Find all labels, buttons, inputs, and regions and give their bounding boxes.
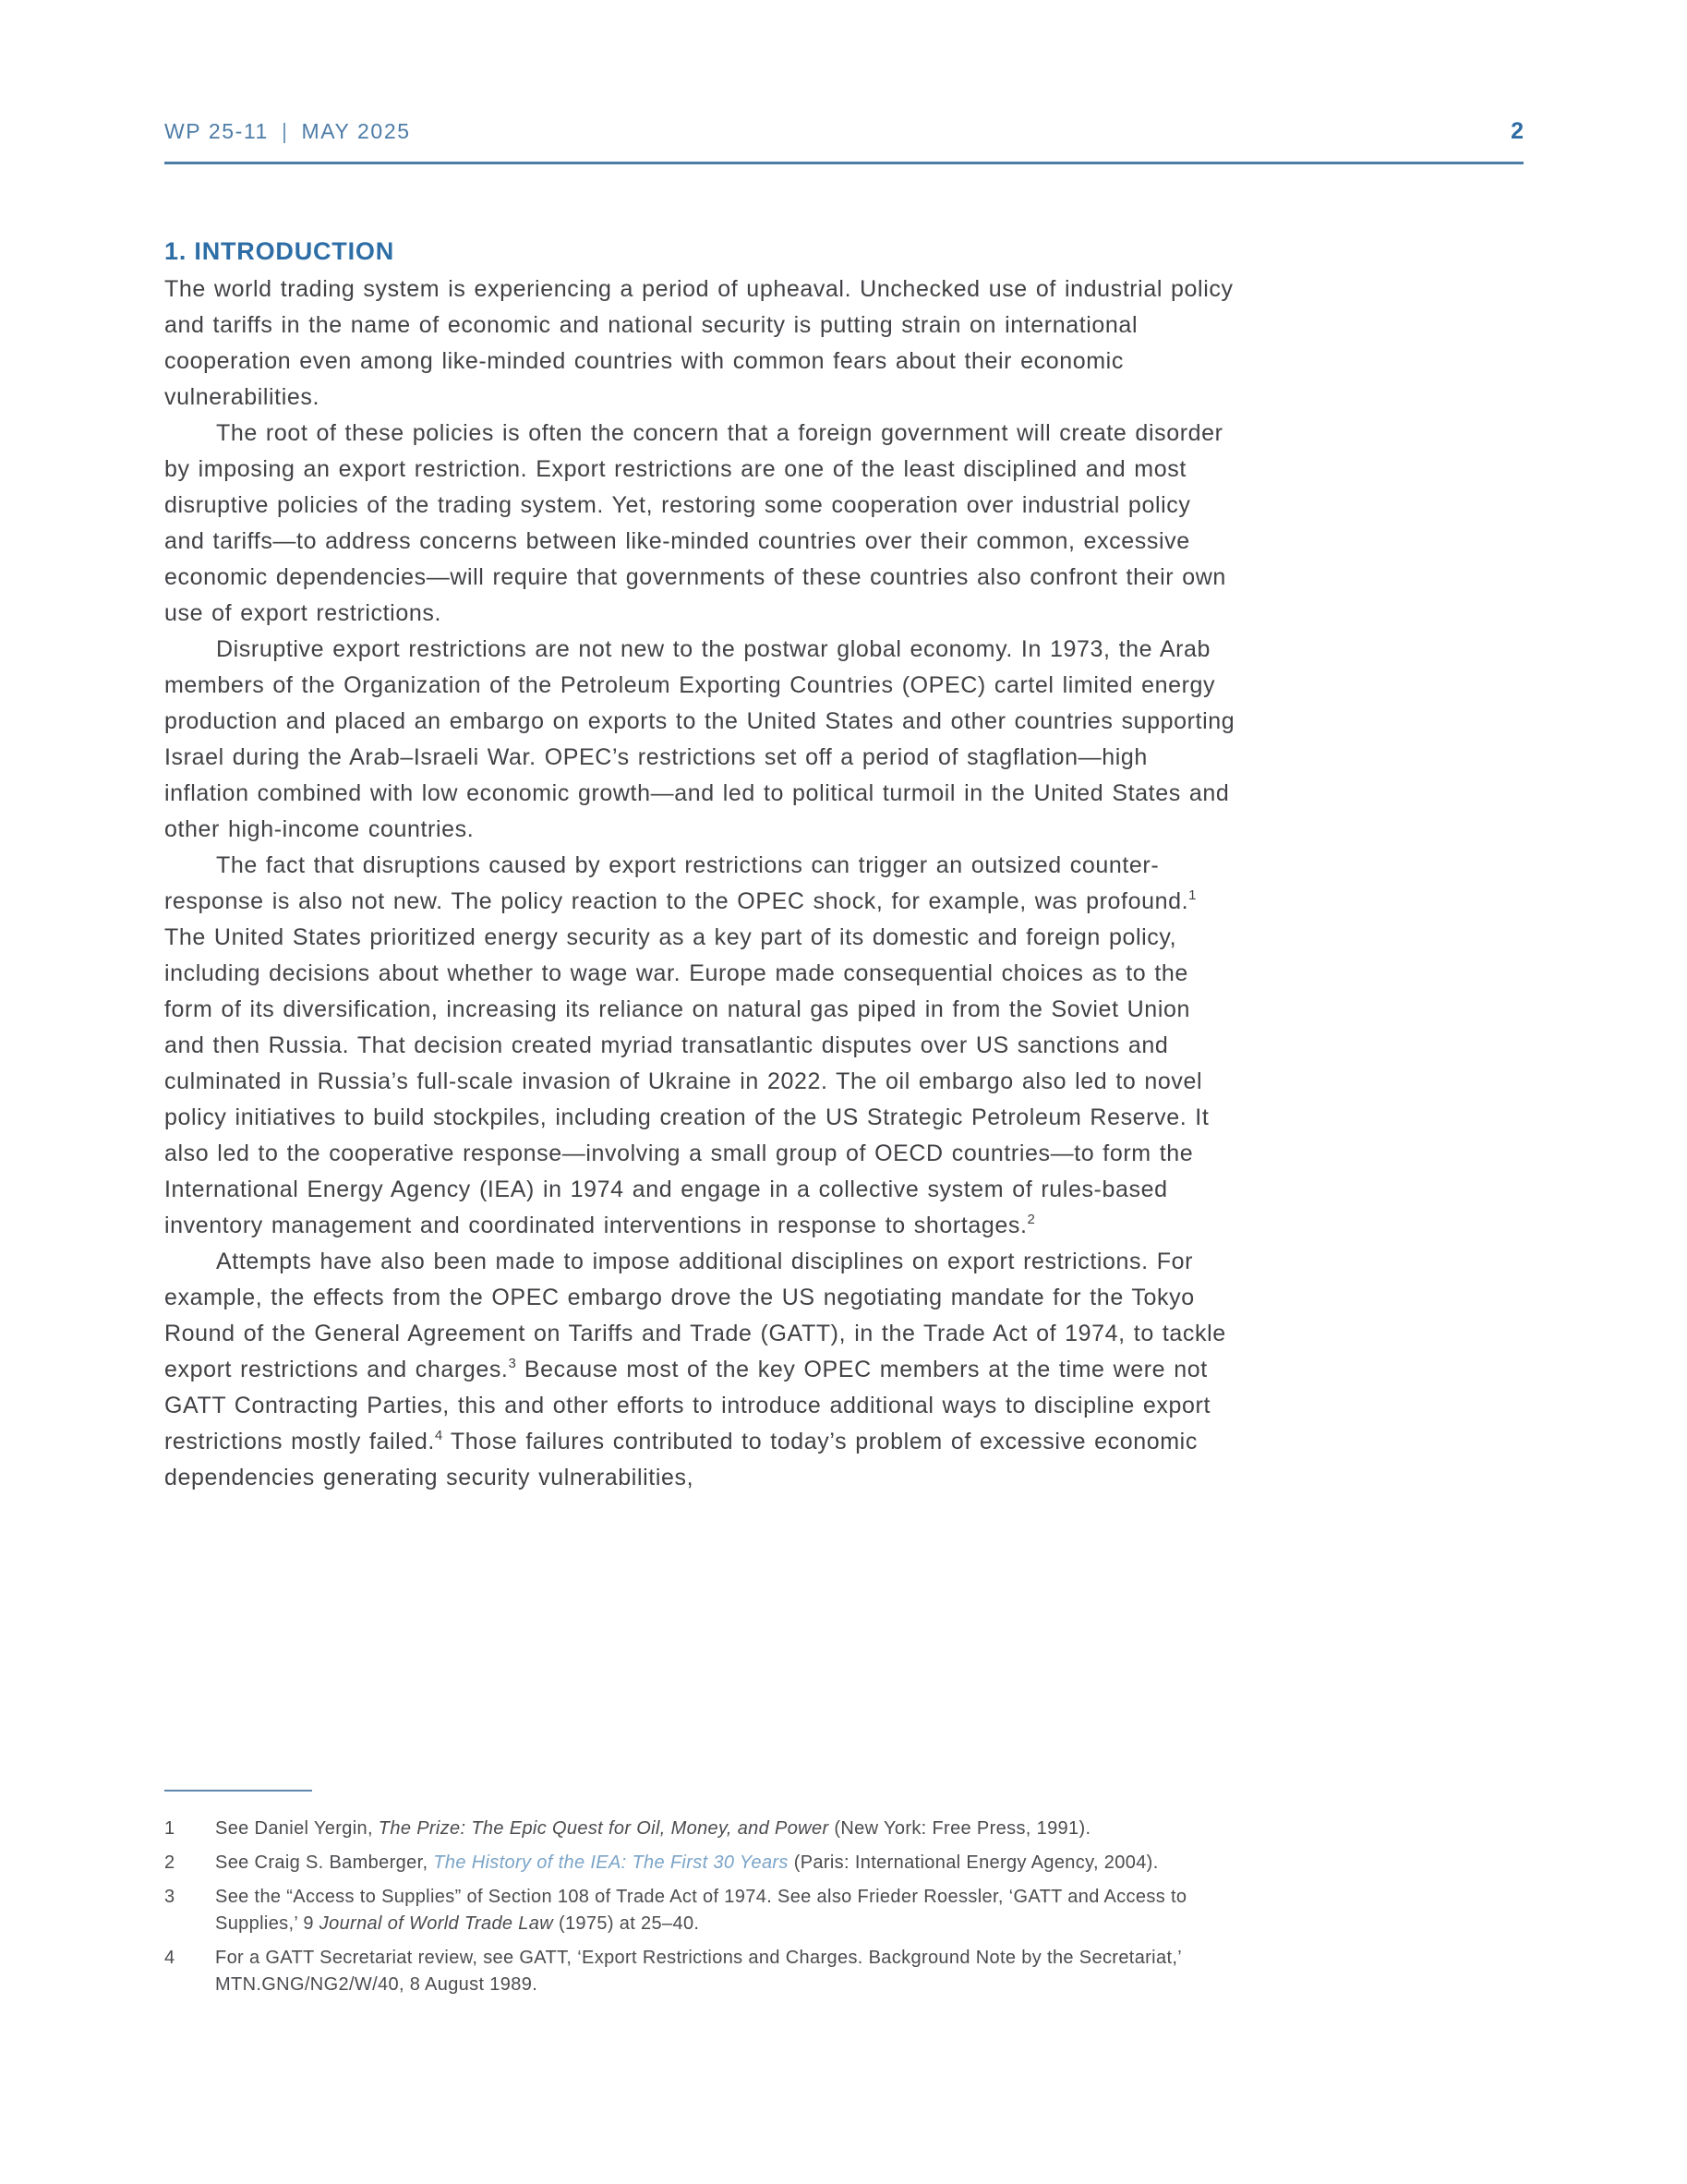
header-running-title — [164, 119, 411, 144]
paragraph-text: Disruptive export restrictions are not new to the postwar global economy. In 1973, the Arab members of the Organization of the Petroleum Exporting Countries (OPEC) cartel limited energy production and placed an embargo on exports to the United States and other countries supporting Israel during the Arab–Israeli War. OPEC’s restrictions set off a period of stagflation—high inflation combined with low economic growth—and led to political turmoil in the United States and other high-income countries. — [164, 636, 1235, 842]
footnote-run: See the “Access to Supplies” of Section 108 of Trade Act of 1974. See also Frieder Roessler, ‘GATT and Access to Supplies,’ 9 — [215, 1887, 1187, 1934]
footnote-text — [215, 1884, 1240, 1937]
paragraph-text: The United States prioritized energy security as a key part of its domestic and foreign policy, including decisions about whether to wage war. Europe made consequential choices as to the form of its diversification, increasing its reliance on natural gas piped in from the Soviet Union and then Russia. That decision created myriad transatlantic disputes over US sanctions and culminated in Russia’s full-scale invasion of Ukraine in 2022. The oil embargo also led to novel policy initiatives to build stockpiles, including creation of the US Strategic Petroleum Reserve. It also led to the cooperative response—involving a small group of OECD countries—to form the International Energy Agency (IEA) in 1974 and engage in a collective system of rules-based inventory management and coordinated interventions in response to shortages. — [164, 924, 1210, 1238]
footnote-run: (Paris: International Energy Agency, 2004). — [788, 1852, 1159, 1873]
page-header — [164, 118, 1524, 145]
footnotes-section — [164, 1816, 1240, 2006]
footnote-1 — [164, 1816, 1240, 1842]
page-number: 2 — [1511, 118, 1524, 144]
footnote-ref-2: 2 — [1027, 1212, 1035, 1227]
footnote-run: See Daniel Yergin, — [215, 1818, 379, 1839]
footnote-divider — [164, 1790, 312, 1792]
header-separator: | — [281, 119, 289, 143]
paragraph-text: Those failures contributed to today’s problem of excessive economic dependencies generating security vulnerabilities, — [164, 1429, 1198, 1490]
footnote-4 — [164, 1945, 1240, 1998]
footnote-number: 4 — [164, 1948, 175, 1968]
footnote-run: (1975) at 25–40. — [553, 1913, 700, 1934]
header-doc-id: WP 25-11 — [164, 119, 269, 143]
footnote-number: 3 — [164, 1887, 175, 1907]
body-paragraph-3 — [164, 632, 1238, 848]
paragraph-text: Because most of the key OPEC members at the time were not GATT Contracting Parties, this and other efforts to introduce additional ways to discipline export restrictions mostly failed. — [164, 1357, 1211, 1454]
paragraph-text: The world trading system is experiencing a period of upheaval. Unchecked use of industrial policy and tariffs in the name of economic and national security is putting strain on international cooperation even among like-minded countries with common fears about their economic vulnerabilities. — [164, 276, 1234, 410]
body-paragraph-5 — [164, 1244, 1238, 1496]
footnote-number: 2 — [164, 1852, 175, 1873]
footnote-run: For a GATT Secretariat review, see GATT, ‘Export Restrictions and Charges. Background Note by the Secretariat,’ MTN.GNG/NG2/W/40, 8 August 1989. — [215, 1948, 1182, 1995]
footnote-3 — [164, 1884, 1240, 1937]
footnote-hyperlink[interactable]: The History of the IEA: The First 30 Years — [433, 1852, 789, 1873]
paragraph-text: The fact that disruptions caused by export restrictions can trigger an outsized counter-response is also not new. The policy reaction to the OPEC shock, for example, was profound. — [164, 852, 1189, 914]
header-rule — [164, 162, 1524, 164]
footnote-text — [215, 1945, 1240, 1998]
paragraph-text: The root of these policies is often the concern that a foreign government will create disorder by imposing an export restriction. Export restrictions are one of the least disciplined and most disruptive policies of the trading system. Yet, restoring some cooperation over industrial policy and tariffs—to address concerns between like-minded countries over their common, excessive economic dependencies—will require that governments of these countries also confront their own use of export restrictions. — [164, 420, 1226, 626]
body-paragraph-1 — [164, 271, 1238, 416]
section-heading: 1. INTRODUCTION — [164, 237, 395, 266]
footnote-text — [215, 1850, 1240, 1876]
footnote-text — [215, 1816, 1240, 1842]
footnote-book-title: The Prize: The Epic Quest for Oil, Money, and Power — [378, 1818, 829, 1839]
footnote-run: (New York: Free Press, 1991). — [828, 1818, 1091, 1839]
body-paragraph-4 — [164, 848, 1238, 1244]
footnote-run: See Craig S. Bamberger, — [215, 1852, 434, 1873]
footnote-ref-1: 1 — [1188, 887, 1197, 903]
body-text — [164, 271, 1238, 1496]
footnote-journal-title: Journal of World Trade Law — [319, 1913, 554, 1934]
footnote-2 — [164, 1850, 1240, 1876]
footnote-ref-3: 3 — [508, 1356, 516, 1371]
header-date: MAY 2025 — [301, 119, 411, 143]
footnote-number: 1 — [164, 1818, 175, 1839]
body-paragraph-2 — [164, 416, 1238, 632]
footnote-ref-4: 4 — [434, 1428, 443, 1443]
paragraph-text: Attempts have also been made to impose additional disciplines on export restrictions. For example, the effects from the OPEC embargo drove the US negotiating mandate for the Tokyo Round of the General Agreement on Tariffs and Trade (GATT), in the Trade Act of 1974, to tackle export restrictions and charges. — [164, 1249, 1226, 1382]
